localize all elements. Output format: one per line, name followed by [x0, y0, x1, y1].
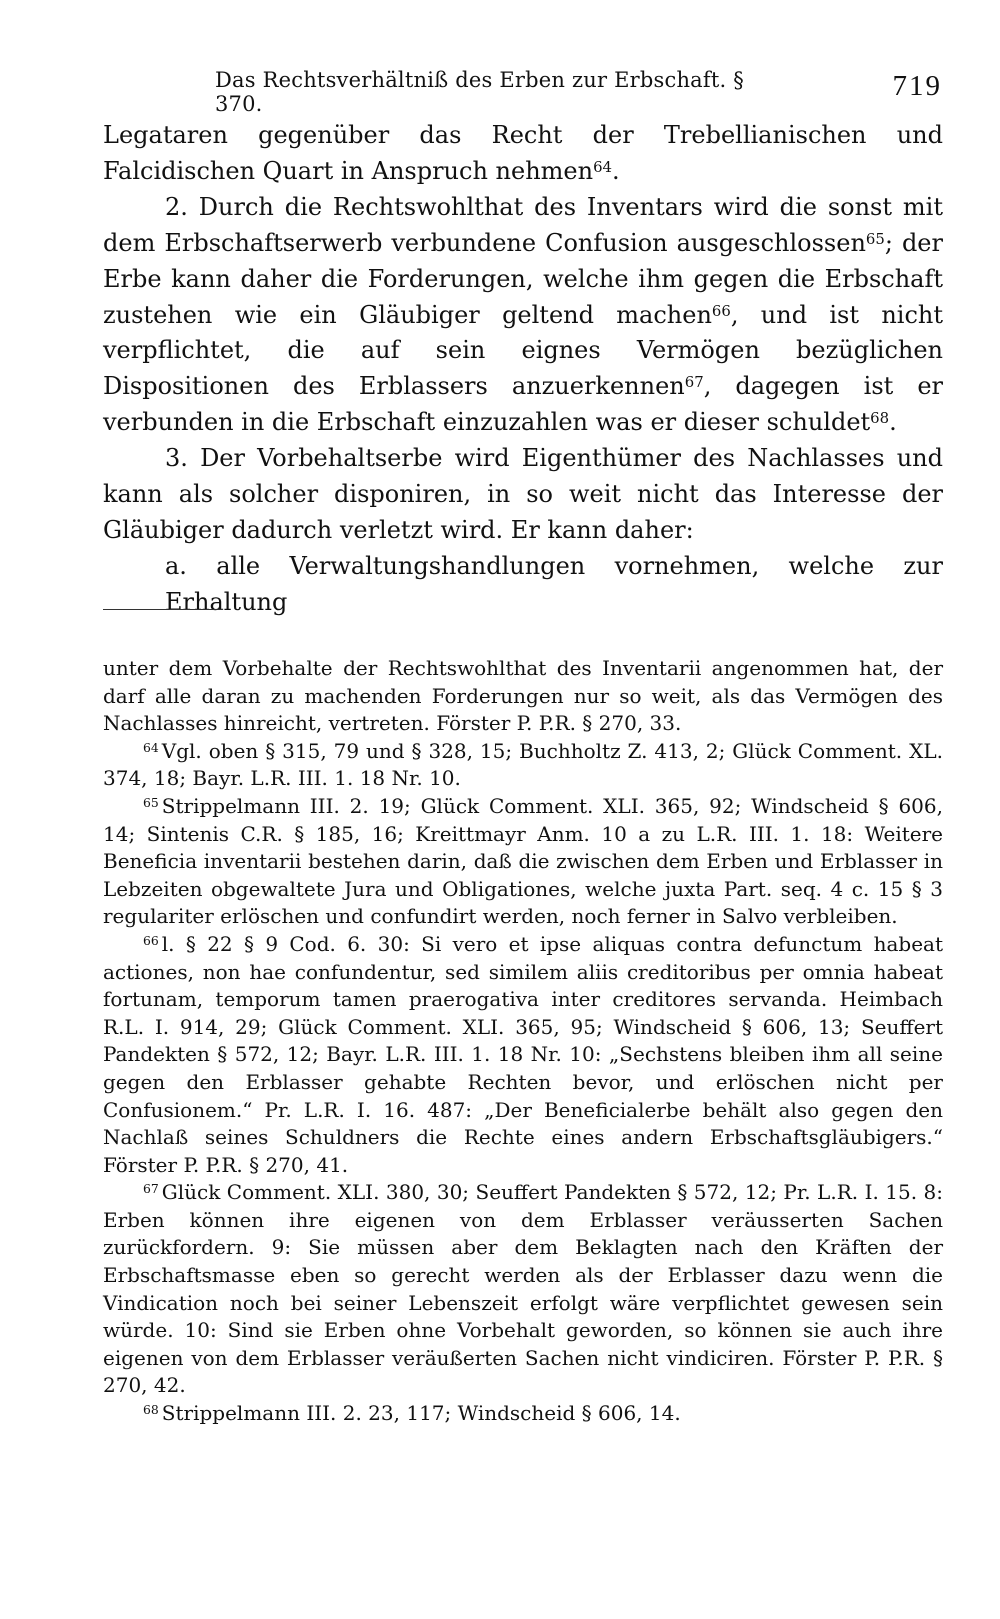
footnote-text: l. § 22 § 9 Cod. 6. 30: Si vero et ipse aliquas contra defunctum habeat actiones, non hae confundentur, sed similem aliis creditoribus per omnia habeat fortunam, temporum tamen praerogativa inter creditores servanda. Heimbach R.L. I. 914, 29; Glück Comment. XLI. 365, 95; Windscheid § 606, 13; Seuffert Pandekten § 572, 12; Bayr. L.R. III. 1. 18 Nr. 10: „Sechstens bleiben ihm all seine gegen den Erblasser gehabte Rechten bevor, und erlöschen nicht per Confusionem.“ Pr. L.R. I. 16. 487: „Der Beneficialerbe behält also gegen den Nachlaß seines Schuldners die Rechte eines andern Erbschaftsgläubigers.“ Förster P. P.R. § 270, 41.	[103, 931, 943, 1177]
footnote-continuation: unter dem Vorbehalte der Rechtswohlthat des Inventarii angenommen hat, der darf alle daran zu machenden Forderungen nur so weit, als das Vermögen des Nachlasses hinreicht, vertreten. Förster P. P.R. § 270, 33.	[103, 656, 943, 736]
list-item-a: a. alle Verwaltungshandlungen vornehmen, welche zur Erhaltung	[165, 551, 943, 616]
punctuation: .	[889, 408, 897, 437]
paragraph-text: Legataren gegenüber das Recht der Trebellianischen und Falcidischen Quart in Anspruch nehmen	[103, 121, 943, 185]
page-number: 719	[892, 70, 942, 102]
footnote-number: 65	[143, 794, 159, 810]
footnote-ref-65: 65	[865, 229, 885, 248]
footnote-text: Glück Comment. XLI. 380, 30; Seuffert Pandekten § 572, 12; Pr. L.R. I. 15. 8: Erben können ihre eigenen von dem Erblasser veräusserten Sachen zurückfordern. 9: Sie müssen aber dem Beklagten nach den Kräften der Erbschaftsmasse eben so gerecht werden als der Erblasser dazu wenn die Vindication noch bei seiner Lebenszeit erfolgt wäre verpflichtet gewesen sein würde. 10: Sind sie Erben ohne Vorbehalt geworden, so können sie auch ihre eigenen von dem Erblasser veräußerten Sachen nicht vindiciren. Förster P. P.R. § 270, 42.	[103, 1180, 943, 1398]
paragraph-text: , und ist nicht verpflichtet, die auf sein eignes Vermögen bezüglichen Dispositionen des Erblassers anzuerkennen	[103, 300, 944, 401]
footnote-64	[103, 738, 943, 793]
paragraph-continuation	[103, 118, 943, 190]
footnote-number: 66	[143, 932, 159, 948]
footnote-ref-66: 66	[711, 301, 731, 320]
paragraph-text: 2. Durch die Rechtswohlthat des Inventars wird die sonst mit dem Erbschaftserwerb verbundene Confusion ausgeschlossen	[103, 192, 943, 257]
paragraph-3: 3. Der Vorbehaltserbe wird Eigenthümer des Nachlasses und kann als solcher disponiren, in so weit nicht das Interesse der Gläubiger dadurch verletzt wird. Er kann daher:	[103, 444, 943, 544]
footnote-text: Strippelmann III. 2. 23, 117; Windscheid § 606, 14.	[161, 1401, 681, 1426]
footnote-66	[103, 931, 943, 1179]
punctuation: .	[612, 156, 620, 185]
paragraph-text: , dagegen ist er verbunden in die Erbschaft einzuzahlen was er dieser schuldet	[103, 372, 943, 437]
footnote-ref-67: 67	[684, 373, 704, 392]
paragraph-text: ; der Erbe kann daher die Forderungen, welche ihm gegen die Erbschaft zustehen wie ein Gläubiger geltend machen	[103, 228, 943, 329]
footnote-number: 64	[143, 739, 159, 755]
footnote-67	[103, 1179, 943, 1400]
footnote-divider	[103, 609, 223, 610]
paragraph-2	[103, 190, 943, 441]
running-head: Das Rechtsverhältniß des Erben zur Erbschaft. § 370.	[215, 68, 744, 116]
main-text	[103, 118, 943, 621]
footnote-number: 68	[143, 1402, 159, 1418]
footnote-text: Strippelmann III. 2. 19; Glück Comment. XLI. 365, 92; Windscheid § 606, 14; Sintenis C.R. § 185, 16; Kreittmayr Anm. 10 a zu L.R. III. 1. 18: Weitere Beneficia inventarii bestehen darin, daß die zwischen dem Erben und Erblasser in Lebzeiten obgewaltete Jura und Obligationes, welche juxta Part. seq. 4 c. 15 § 3 regulariter erlöschen und confundirt werden, noch ferner in Salvo verbleiben.	[103, 793, 943, 929]
footnote-65	[103, 793, 943, 931]
footnote-ref-68: 68	[870, 409, 890, 428]
footnote-68	[103, 1400, 943, 1428]
footnote-number: 67	[143, 1181, 159, 1197]
footnote-ref-64: 64	[593, 157, 613, 176]
footnote-text: Vgl. oben § 315, 79 und § 328, 15; Buchholtz Z. 413, 2; Glück Comment. XL. 374, 18; Bayr. L.R. III. 1. 18 Nr. 10.	[103, 738, 943, 791]
footnotes	[103, 655, 943, 1428]
